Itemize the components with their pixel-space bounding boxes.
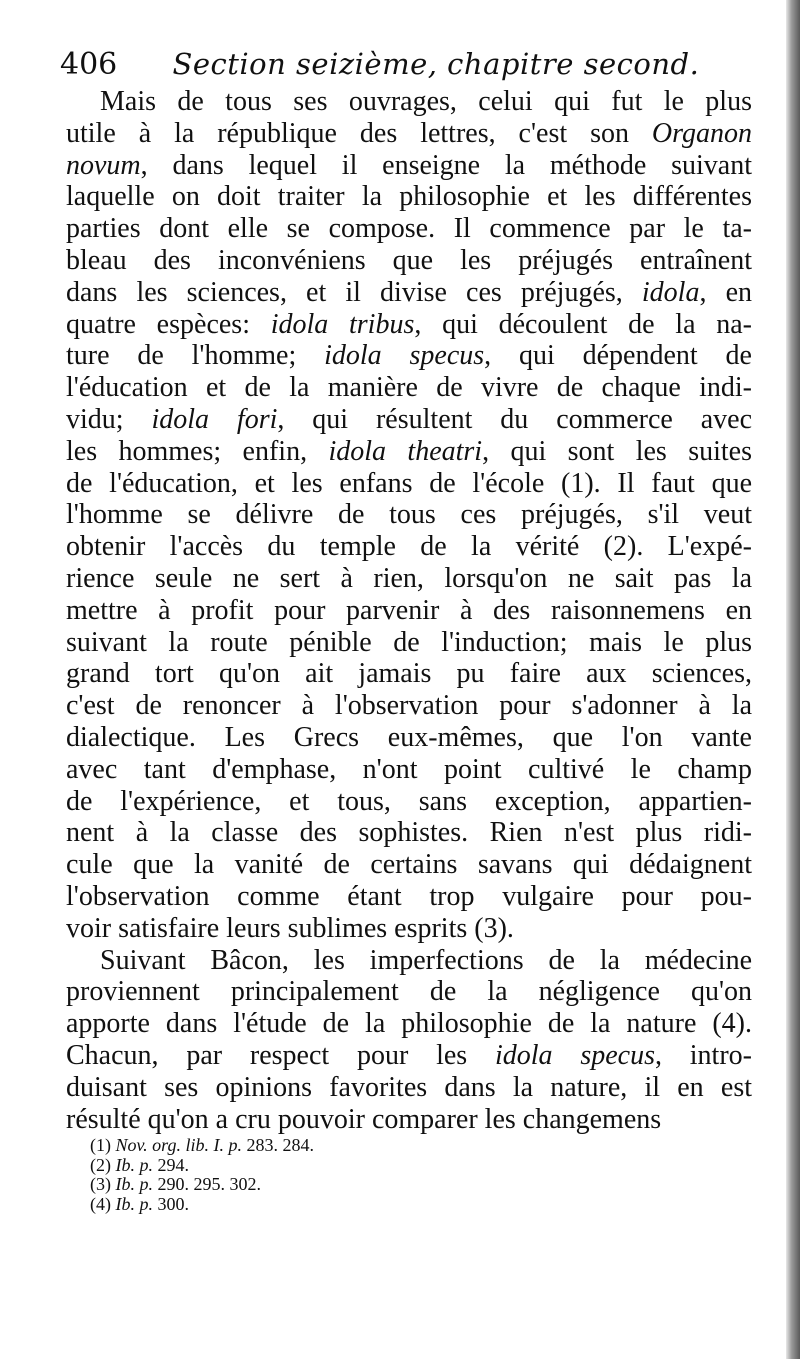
text-segment: , dans lequel il enseigne la méthode suivant	[140, 149, 752, 181]
text-segment: rience seule ne sert à rien, lorsqu'on ne sait pas la	[66, 562, 752, 594]
text-segment: dialectique. Les Grecs eux-mêmes, que l'on vante	[66, 721, 752, 753]
text-segment: duisant ses opinions favorites dans la nature, il en est	[66, 1071, 752, 1103]
italic-term: Organon	[651, 117, 752, 149]
text-line	[66, 245, 752, 277]
italic-term: idola	[641, 276, 700, 308]
text-line	[66, 118, 752, 150]
text-segment: avec tant d'emphase, n'ont point cultivé le champ	[66, 753, 752, 785]
text-segment: Suivant Bâcon, les imperfections de la médecine	[100, 944, 752, 976]
footnote-marker: (1)	[90, 1135, 116, 1155]
italic-term: idola tribus	[270, 308, 415, 340]
text-segment: cule que la vanité de certains savans qui dédaignent	[66, 849, 752, 881]
text-line	[66, 436, 752, 468]
text-line	[66, 277, 752, 309]
text-line	[66, 849, 752, 881]
text-line	[66, 340, 752, 372]
text-segment: c'est de renoncer à l'observation pour s'adonner à la	[66, 690, 752, 722]
italic-term: idola specus	[494, 1039, 655, 1071]
footnote-source: Ib. p.	[115, 1174, 153, 1194]
text-segment: résulté qu'on a cru pouvoir comparer les changemens	[66, 1103, 662, 1135]
text-line	[66, 404, 752, 436]
text-segment: apporte dans l'étude de la philosophie de la nature (4).	[66, 1008, 752, 1040]
text-line	[66, 817, 752, 849]
text-segment: , qui sont les suites	[482, 435, 752, 467]
footnote-pages: 294.	[153, 1154, 189, 1175]
text-segment: dans les sciences, et il divise ces préjugés,	[66, 276, 642, 308]
text-line	[66, 150, 752, 182]
text-line	[66, 881, 752, 913]
text-line	[66, 1072, 752, 1104]
text-segment: vidu;	[66, 403, 152, 435]
text-line	[66, 945, 752, 977]
text-segment: voir satisfaire leurs sublimes esprits (3).	[66, 912, 514, 944]
footnote-marker: (2)	[90, 1154, 116, 1175]
footnote	[90, 1195, 490, 1215]
body-text	[66, 86, 752, 1135]
text-line	[66, 531, 752, 563]
footnote-pages: 290. 295. 302.	[153, 1174, 261, 1194]
footnote-pages: 283. 284.	[242, 1135, 314, 1155]
footnote	[90, 1175, 490, 1195]
text-line	[66, 309, 752, 341]
text-line	[66, 658, 752, 690]
footnote	[90, 1156, 490, 1176]
footnotes	[90, 1136, 490, 1214]
footnote-marker: (4)	[90, 1193, 116, 1214]
footnote-source: Ib. p.	[115, 1154, 153, 1175]
italic-term: idola fori	[151, 403, 278, 435]
footnote-marker: (3)	[90, 1174, 116, 1194]
text-segment: de l'expérience, et tous, sans exception, appartien-	[66, 785, 752, 817]
text-segment: quatre espèces:	[66, 308, 271, 340]
footnote-pages: 300.	[153, 1193, 189, 1214]
text-line	[66, 181, 752, 213]
text-segment: l'observation comme étant trop vulgaire pour pou-	[66, 880, 752, 912]
running-header	[60, 40, 750, 88]
text-segment: , en	[699, 276, 752, 308]
text-line	[66, 86, 752, 118]
text-segment: suivant la route pénible de l'induction; mais le plus	[66, 626, 752, 658]
page-number: 406	[60, 47, 118, 82]
text-segment: nent à la classe des sophistes. Rien n'est plus ridi-	[66, 817, 752, 849]
text-line	[66, 372, 752, 404]
text-line	[66, 1008, 752, 1040]
footnote-source: Ib. p.	[115, 1193, 153, 1214]
text-line	[66, 786, 752, 818]
text-segment: laquelle on doit traiter la philosophie et les différentes	[66, 181, 752, 213]
text-segment: grand tort qu'on ait jamais pu faire aux sciences,	[66, 658, 752, 690]
text-segment: Chacun, par respect pour les	[66, 1039, 495, 1071]
text-segment: , qui dépendent de	[484, 340, 752, 372]
footnote-source: Nov. org. lib. I. p.	[115, 1135, 242, 1155]
text-segment: l'homme se délivre de tous ces préjugés, s'il veut	[66, 499, 752, 531]
text-segment: , qui découlent de la na-	[414, 308, 752, 340]
italic-term: idola theatri	[328, 435, 483, 467]
text-segment: obtenir l'accès du temple de la vérité (2). L'expé-	[66, 531, 752, 563]
italic-term: idola specus	[324, 340, 485, 372]
footnote	[90, 1136, 490, 1156]
text-line	[66, 722, 752, 754]
text-segment: mettre à profit pour parvenir à des raisonnemens en	[66, 594, 752, 626]
text-segment: bleau des inconvéniens que les préjugés entraînent	[66, 244, 752, 276]
text-segment: ture de l'homme;	[66, 340, 325, 372]
page-edge-shadow	[786, 0, 800, 1359]
text-segment: , intro-	[654, 1039, 752, 1071]
text-line	[66, 1040, 752, 1072]
text-line	[66, 913, 752, 945]
text-segment: proviennent principalement de la négligence qu'on	[66, 976, 752, 1008]
text-segment: , qui résultent du commerce avec	[277, 403, 752, 435]
text-line	[66, 1104, 752, 1136]
text-line	[66, 499, 752, 531]
text-line	[66, 976, 752, 1008]
text-segment: les hommes; enfin,	[66, 435, 329, 467]
text-segment: Mais de tous ses ouvrages, celui qui fut le plus	[100, 86, 752, 117]
text-line	[66, 690, 752, 722]
text-line	[66, 468, 752, 500]
text-segment: utile à la république des lettres, c'est son	[66, 117, 652, 149]
text-segment: de l'éducation, et les enfans de l'école (1). Il faut que	[66, 467, 752, 499]
running-title: Section seizième, chapitre second.	[172, 47, 700, 81]
text-line	[66, 627, 752, 659]
text-segment: parties dont elle se compose. Il commence par le ta-	[66, 213, 752, 245]
italic-term: novum	[66, 149, 141, 181]
text-segment: l'éducation et de la manière de vivre de chaque indi-	[66, 372, 752, 404]
text-line	[66, 563, 752, 595]
text-line	[66, 754, 752, 786]
text-line	[66, 213, 752, 245]
text-line	[66, 595, 752, 627]
